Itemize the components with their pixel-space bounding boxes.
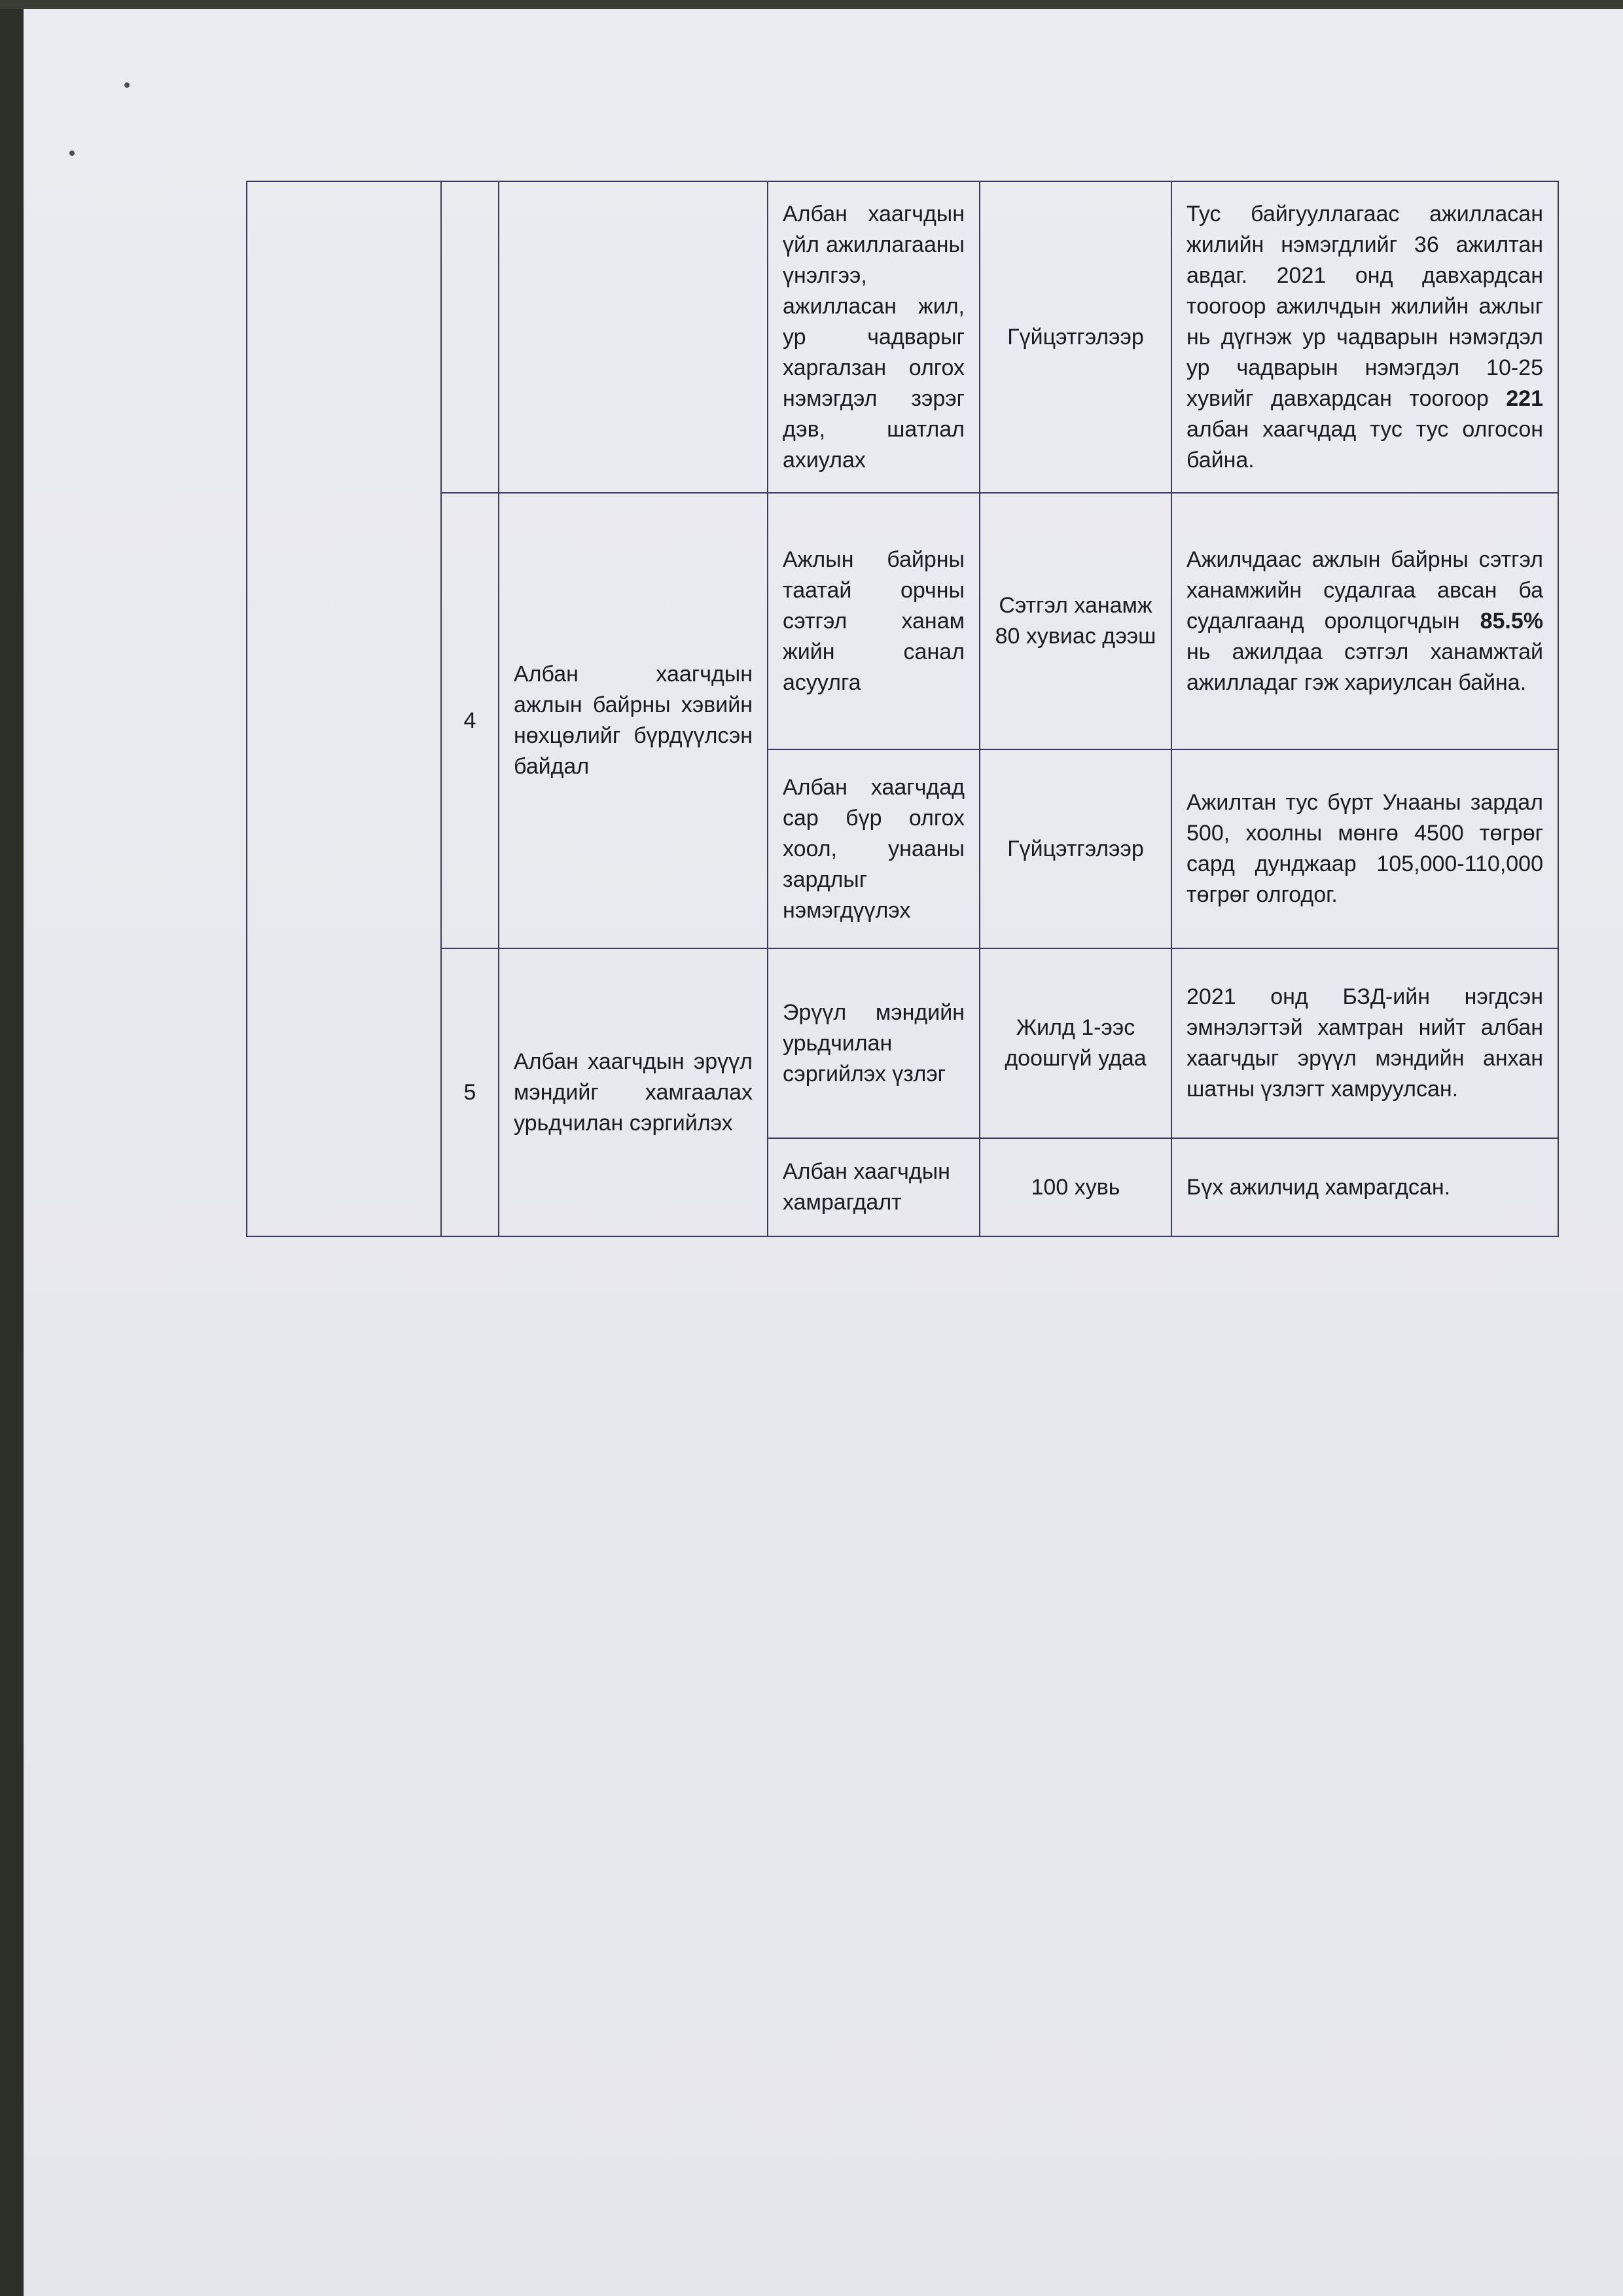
indicator-cell: Албан хаагчдад сар бүр олгох хоол, унааны зардлыг нэмэгдүүлэх bbox=[768, 749, 980, 948]
scan-shadow-top bbox=[0, 0, 1623, 9]
result-text: Ажилчдаас ажлын байрны сэтгэл ханамжийн судалгаа авсан ба судалгаанд оролцогчдын bbox=[1186, 547, 1543, 634]
result-text: нь ажилдаа сэтгэл ханамжтай ажилладаг гэж хариулсан байна. bbox=[1186, 639, 1543, 695]
report-table bbox=[246, 181, 1559, 1237]
group-cell-empty bbox=[247, 181, 441, 1236]
indicator-cell: Албан хаагчдын үйл ажиллагааны үнэлгээ, ажилласан жил, ур чадварыг харгалзан олгох нэмэгдэл зэрэг дэв, шатлал ахиулах bbox=[768, 181, 980, 493]
result-cell: Ажилтан тус бүрт Унааны зардал 500, хоолны мөнгө 4500 төгрөг сард дунджаар 105,000-110,000 төгрөг олгодог. bbox=[1171, 749, 1558, 948]
result-cell: 2021 онд БЗД-ийн нэгдсэн эмнэлэгтэй хамтран нийт албан хаагчдыг эрүүл мэндийн анхан шатны үзлэгт хамруулсан. bbox=[1171, 948, 1558, 1138]
indicator-cell: Ажлын байрны таатай орчны сэтгэл ханам жийн санал асуулга bbox=[768, 493, 980, 749]
result-cell bbox=[1171, 181, 1558, 493]
scan-shadow-left bbox=[0, 0, 24, 2296]
scan-speck bbox=[69, 151, 75, 156]
result-highlight: 85.5% bbox=[1480, 608, 1543, 634]
table-row bbox=[247, 493, 1558, 749]
number-cell-empty bbox=[441, 181, 499, 493]
section-title: Албан хаагчдын эрүүл мэндийг хамгаалах урьдчилан сэргийлэх bbox=[499, 948, 768, 1236]
result-cell bbox=[1171, 493, 1558, 749]
frequency-cell: Жилд 1-ээс доошгүй удаа bbox=[980, 948, 1171, 1138]
frequency-cell: Гүйцэтгэлээр bbox=[980, 181, 1171, 493]
section-number: 5 bbox=[441, 948, 499, 1236]
result-text: албан хаагчдад тус тус олгосон байна. bbox=[1186, 416, 1543, 473]
frequency-cell: Гүйцэтгэлээр bbox=[980, 749, 1171, 948]
result-cell: Бүх ажилчид хамрагдсан. bbox=[1171, 1138, 1558, 1236]
indicator-cell: Эрүүл мэндийн урьдчилан сэргийлэх үзлэг bbox=[768, 948, 980, 1138]
result-text: Тус байгууллагаас ажилласан жилийн нэмэгдлийг 36 ажилтан авдаг. 2021 онд давхардсан тоогоор ажилчдын жилийн ажлыг нь дүгнэж ур чадварын нэмэгдэл ур чадварын нэмэгдэл 10-25 хувийг давхардсан тоогоор bbox=[1186, 201, 1543, 411]
section-cell-empty bbox=[499, 181, 768, 493]
document-page bbox=[24, 9, 1623, 2296]
section-number: 4 bbox=[441, 493, 499, 948]
scan-speck bbox=[124, 82, 130, 88]
table-row bbox=[247, 948, 1558, 1138]
frequency-cell: Сэтгэл ханамж 80 хувиас дээш bbox=[980, 493, 1171, 749]
result-highlight: 221 bbox=[1506, 386, 1543, 411]
table-row bbox=[247, 181, 1558, 493]
section-title: Албан хаагчдын ажлын байрны хэвийн нөхцөлийг бүрдүүлсэн байдал bbox=[499, 493, 768, 948]
frequency-cell: 100 хувь bbox=[980, 1138, 1171, 1236]
indicator-cell: Албан хаагчдын хамрагдалт bbox=[768, 1138, 980, 1236]
